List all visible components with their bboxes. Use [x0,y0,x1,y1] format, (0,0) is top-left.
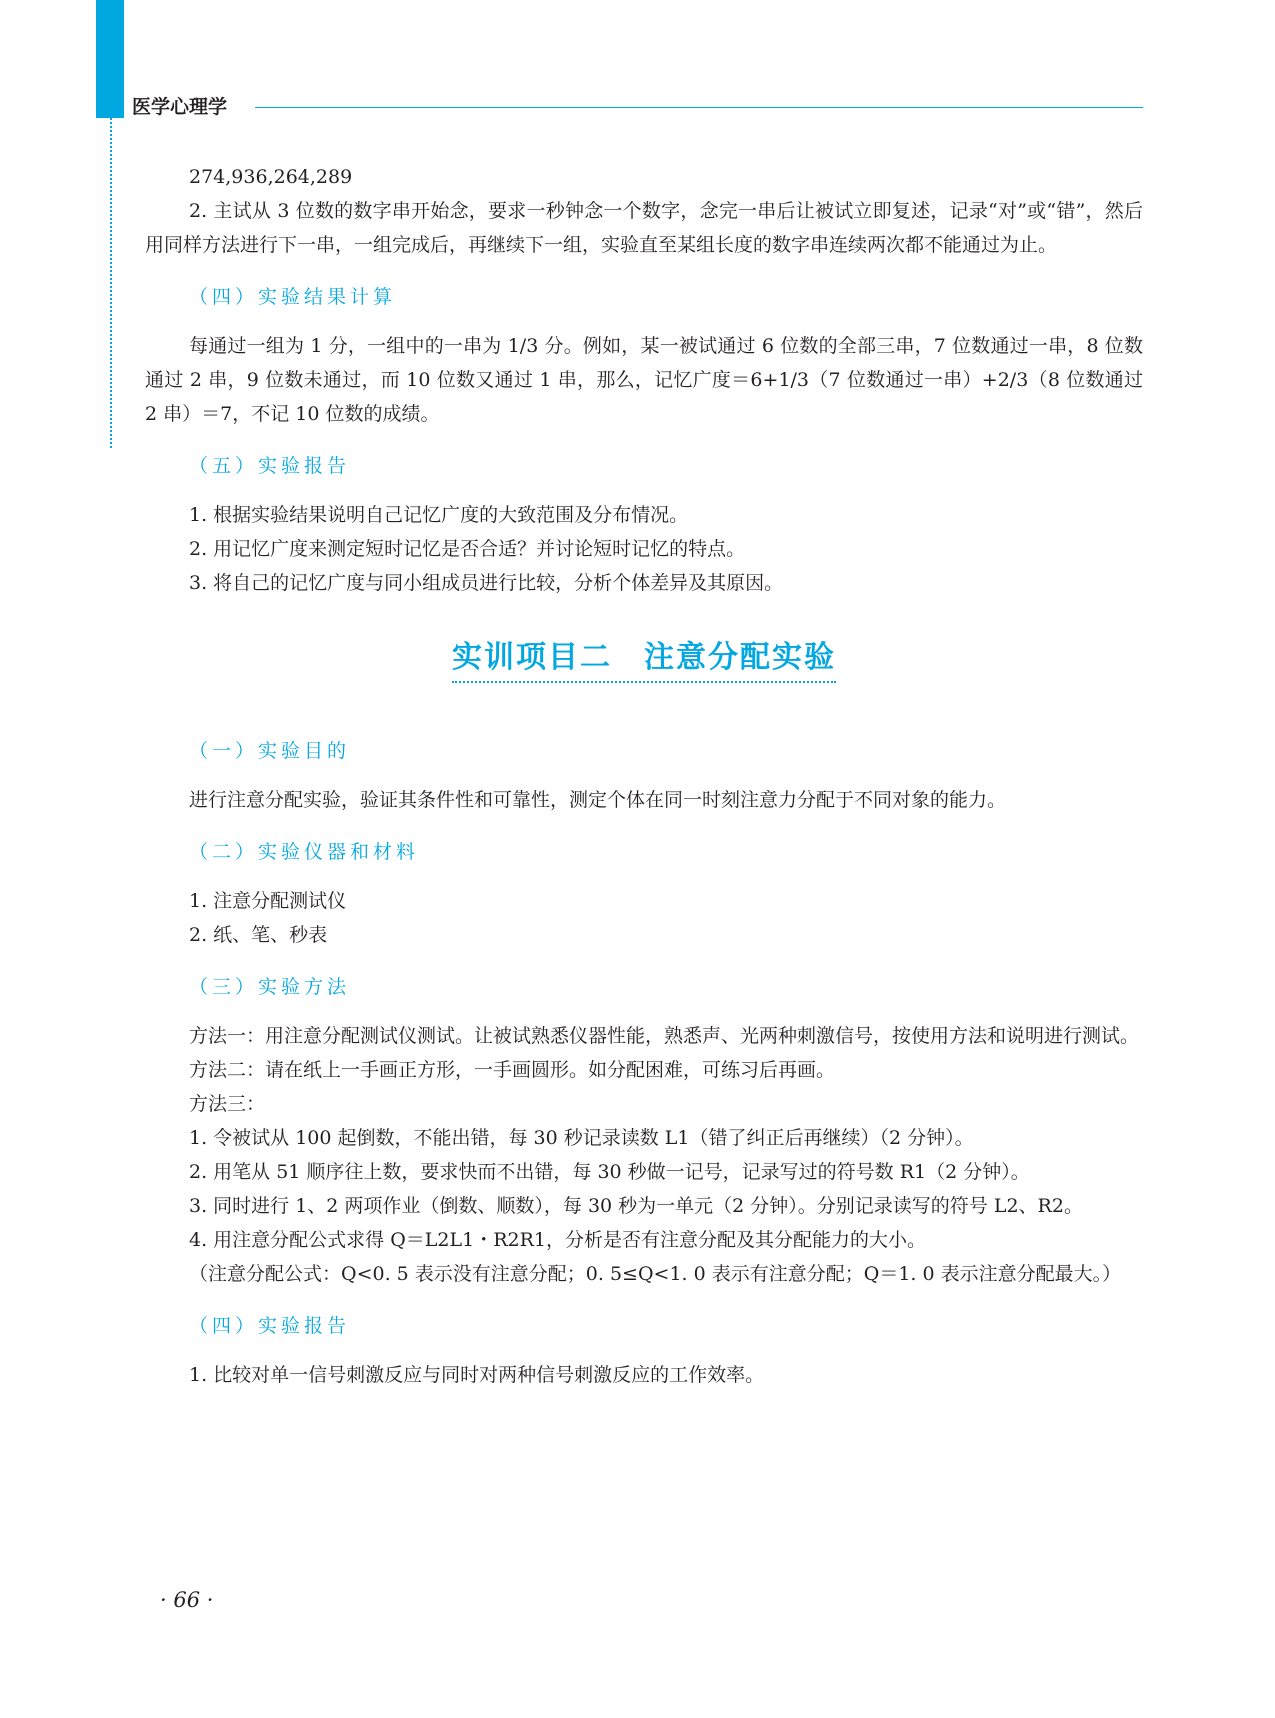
section-heading-report-1: （五）实验报告 [189,455,351,477]
report-item: 1. 根据实验结果说明自己记忆广度的大致范围及分布情况。 [189,504,689,526]
header-accent-bar [96,0,124,118]
header-rule [255,107,1143,108]
section-heading-materials: （二）实验仪器和材料 [189,841,420,863]
section-heading-method: （三）实验方法 [189,976,351,998]
page-number: · 66 · [160,1588,214,1612]
chapter-title [145,632,1143,676]
materials-item: 2. 纸、笔、秒表 [189,924,328,946]
digit-string-example: 274,936,264,289 [189,166,353,188]
formula-note: （注意分配公式：Q<0. 5 表示没有注意分配；0. 5≤Q<1. 0 表示有注意分配；Q＝1. 0 表示注意分配最大。） [189,1263,1122,1285]
section-heading-purpose: （一）实验目的 [189,740,351,762]
chapter-title-text: 实训项目二 注意分配实验 [452,640,836,683]
report-item: 1. 比较对单一信号刺激反应与同时对两种信号刺激反应的工作效率。 [189,1364,765,1386]
report-item: 3. 将自己的记忆广度与同小组成员进行比较，分析个体差异及其原因。 [189,572,784,594]
procedure-step-2: 2. 主试从 3 位数的数字串开始念，要求一秒钟念一个数字，念完一串后让被试立即复述，记录“对”或“错”，然后用同样方法进行下一串，一组完成后，再继续下一组，实验直至某组长度的数字串连续两次都不能通过为止。 [145,200,1143,256]
purpose-text: 进行注意分配实验，验证其条件性和可靠性，测定个体在同一时刻注意力分配于不同对象的能力。 [189,789,1007,811]
method-three-step: 1. 令被试从 100 起倒数，不能出错，每 30 秒记录读数 L1（错了纠正后再继续）（2 分钟）。 [189,1127,974,1149]
method-one: 方法一：用注意分配测试仪测试。让被试熟悉仪器性能，熟悉声、光两种刺激信号，按使用方法和说明进行测试。 [189,1025,1140,1047]
running-header-title: 医学心理学 [132,96,228,118]
sidebar-dotted-line [110,118,112,448]
result-calc-text: 每通过一组为 1 分，一组中的一串为 1/3 分。例如，某一被试通过 6 位数的全部三串，7 位数通过一串，8 位数通过 2 串，9 位数未通过，而 10 位数又通过 1 串，那么，记忆广度＝6+1/3（7 位数通过一串）+2/3（8 位数通过 2 串）＝7，不记 10 位数的成绩。 [145,335,1143,425]
method-two: 方法二：请在纸上一手画正方形，一手画圆形。如分配困难，可练习后再画。 [189,1059,836,1081]
section-heading-result-calc: （四）实验结果计算 [189,286,397,308]
method-three-step: 2. 用笔从 51 顺序往上数，要求快而不出错，每 30 秒做一记号，记录写过的符号数 R1（2 分钟）。 [189,1161,1030,1183]
page-body [145,160,1143,1392]
report-item: 2. 用记忆广度来测定短时记忆是否合适？并讨论短时记忆的特点。 [189,538,746,560]
method-three-step: 3. 同时进行 1、2 两项作业（倒数、顺数），每 30 秒为一单元（2 分钟）。分别记录读写的符号 L2、R2。 [189,1195,1083,1217]
method-three-step: 4. 用注意分配公式求得 Q＝L2L1・R2R1，分析是否有注意分配及其分配能力的大小。 [189,1229,926,1251]
materials-item: 1. 注意分配测试仪 [189,890,347,912]
section-heading-report-2: （四）实验报告 [189,1315,351,1337]
method-three: 方法三： [189,1093,266,1115]
